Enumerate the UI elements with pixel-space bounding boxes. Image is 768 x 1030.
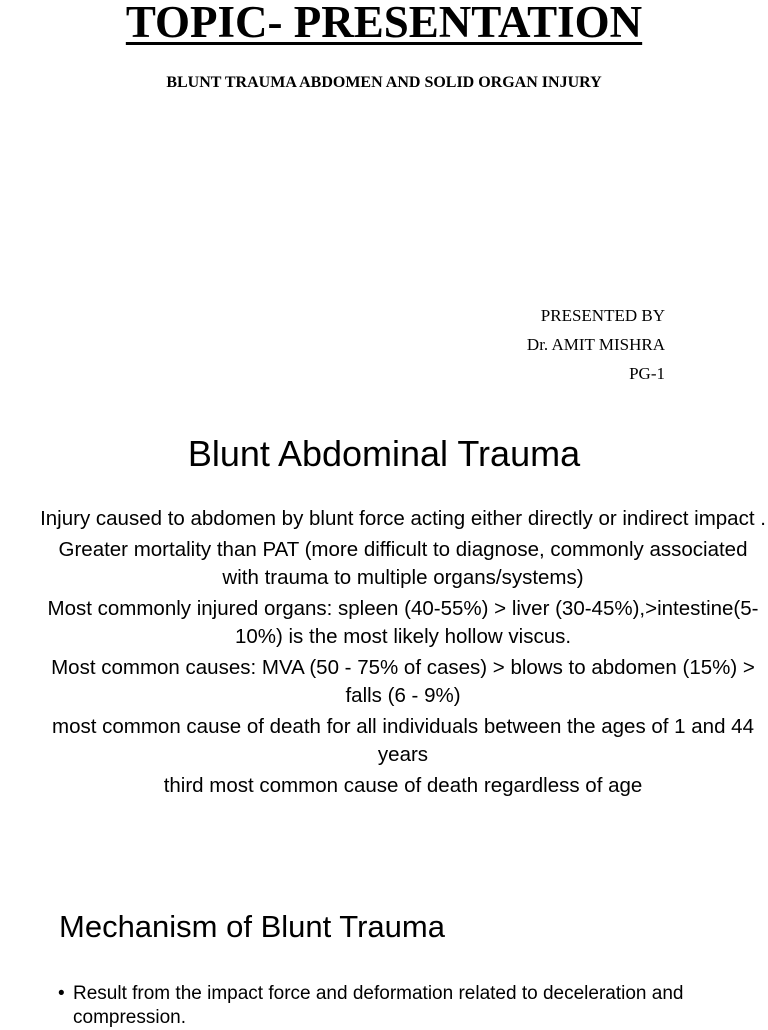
slide-title [0,0,768,400]
body-paragraph: most common cause of death for all individuals between the ages of 1 and 44 years [52,715,754,766]
slide-heading: Blunt Abdominal Trauma [187,433,581,474]
presenter-block [527,301,665,388]
presentation-title: TOPIC- PRESENTATION [125,0,643,47]
slide-blunt-abdominal-trauma [0,420,768,850]
list-item-text: Result from the impact force and deformation related to deceleration and compression. [73,983,684,1028]
body-paragraph: Most commonly injured organs: spleen (40-55%) > liver (30-45%),>intestine(5-10%) is the most likely hollow viscus. [47,597,759,648]
slide-body [40,505,766,803]
slide-heading: Mechanism of Blunt Trauma [59,909,445,944]
presenter-level: PG-1 [629,364,665,383]
bullet-list [58,982,738,1030]
presenter-label: PRESENTED BY [540,306,665,325]
bullet-icon: • [58,983,65,1004]
body-paragraph: Most common causes: MVA (50 - 75% of cases) > blows to abdomen (15%) > falls (6 - 9%) [51,656,755,707]
presentation-subtitle: BLUNT TRAUMA ABDOMEN AND SOLID ORGAN INJURY [166,74,602,91]
slide-mechanism [0,890,768,1028]
presenter-name: Dr. AMIT MISHRA [526,335,665,354]
body-paragraph: Greater mortality than PAT (more difficult to diagnose, commonly associated with trauma to multiple organs/systems) [58,538,748,589]
body-paragraph: third most common cause of death regardless of age [163,774,643,797]
body-paragraph: Injury caused to abdomen by blunt force acting either directly or indirect impact . [40,507,766,530]
list-item [58,982,738,1030]
